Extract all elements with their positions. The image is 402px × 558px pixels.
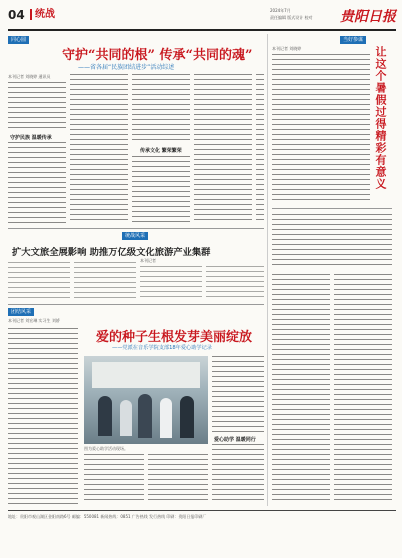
photo-person-1 [98,396,112,436]
band-rule-top [8,228,264,229]
article2-byline: 本刊记者 刘晓婷 [272,46,302,51]
article4-photo [84,356,208,444]
article3-col2-text [74,262,136,298]
article4-col4-text2 [212,444,264,504]
article1-col3-text2 [132,156,190,224]
article1-subhead1: 守护民族 温暖传承 [10,135,52,141]
photo-person-5 [180,396,194,438]
photo-person-3 [138,394,152,438]
article1-col3-text [132,74,190,144]
article1-col1-text [8,82,66,132]
article1-col1-text2 [8,142,66,224]
article4-col2-text [84,454,144,504]
paper-name: 贵阳日报 [340,9,396,25]
article1-byline: 本刊记者 刘晓婷 通讯员 [8,74,51,79]
right-lower-col2-text [334,274,392,504]
article1-column-tag: 同心圆 [8,36,29,44]
article1-col2-text [70,74,128,224]
photo-board [92,362,200,388]
article2-title: 让这个暑假过得精彩有意义 [374,46,387,190]
footer-text: 地址：贵阳市观山湖区金阳南路6号 邮编：550081 新闻热线：0851 广告热线 发行热线 印刷：贵阳日报印刷厂 [8,514,207,519]
masthead [8,6,396,28]
article2-column-tag: 当好参谋 [340,36,366,44]
masthead-editors: 责任编辑 版式设计 校对 [270,15,313,20]
right-column-divider [267,34,268,506]
article4-subtitle: ——党派在音乐学院支部18年爱心助学记录 [112,345,212,351]
article1-col4-text [194,74,252,224]
band-rule-bottom [8,304,264,305]
article4-title: 爱的种子生根发芽美丽绽放 [96,330,253,345]
article2-section-rule [272,208,392,209]
article4-col3-text [148,454,208,504]
article3-col3-text [140,266,202,298]
article3-col1-text [8,262,70,298]
article3-byline: 本刊记者 [140,258,156,263]
article4-column-tag: 团结风采 [8,308,34,316]
article4-col1-text [8,328,78,504]
article4-photo-caption: 图为爱心助学活动现场。 [84,446,128,451]
article2-col1-text [272,54,370,204]
article2-col2-text [272,214,392,268]
article4-byline: 本刊记者 刘宏琳 实习生 刘娇 [8,318,60,323]
photo-person-2 [120,400,132,436]
masthead-rule [8,29,396,31]
masthead-date: 2024年7月 [270,8,291,13]
page-number: 04 [8,8,25,22]
article4-col4-text [212,356,264,432]
article3-column-tag: 统战风采 [122,232,148,240]
article3-title: 扩大文旅全展影响 助推万亿级文化旅游产业集群 [12,247,211,258]
photo-person-4 [160,398,172,438]
section-name: 统战 [30,9,55,20]
article4-subhead: 爱心助学 温暖同行 [214,437,256,443]
article1-col5-text [256,74,264,224]
footer-rule [8,510,396,511]
right-lower-col1-text [272,274,330,504]
article1-subhead2: 传承文化 繁荣繁荣 [140,148,182,154]
article3-col4-text [206,266,264,298]
article1-title: 守护“共同的根” 传承“共同的魂” [62,48,253,63]
article1-subtitle: ——省各届“民族团结进步”活动综述 [78,64,175,71]
